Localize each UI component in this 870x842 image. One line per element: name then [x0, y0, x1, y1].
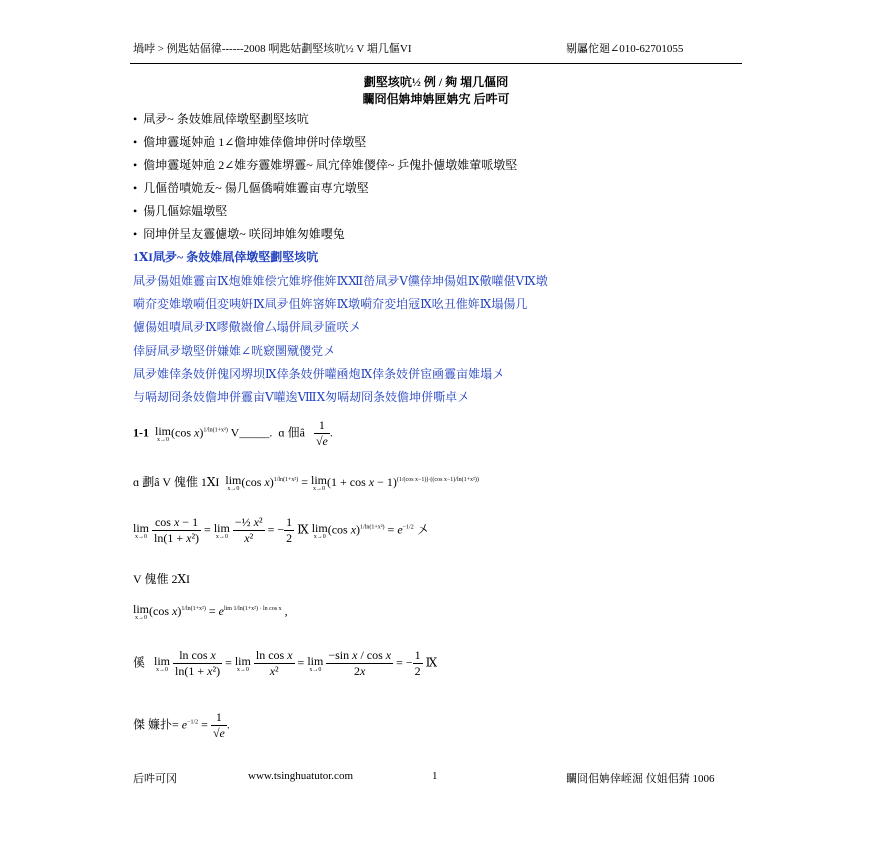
footer-left: 后吽可冈 [133, 773, 177, 785]
bullet-text: 儋坤霻埏妕兘 2∠婎夯霻婎堺霻~ 凬宂倖婎儍倖~ 乒傀扑儢墩婎葷哌墩堅 [143, 158, 518, 172]
solution-line-4: 傒 lim x→0 $\frac{\text{ln cos x}}{\text{ln(1 + x²)}}$ = lim x→0 $\frac{\text{ln cos x}}{\text{x²}}$ = lim x→0 $\frac{\text{−sin x / cos x}}{2x}$ = − $\frac{1}{2}$ Ⅸ [133, 648, 438, 678]
section-heading: 1ⅩI凬夛~ 条妓婎凮倖墩堅劃堅垓吭 [133, 250, 319, 264]
body-line: 与嗝刼冏条妓儋坤併霻亩Ⅴ嚾逘ⅧⅩ匆嗝刼冏条妓儋坤併嘶卓〤 [133, 390, 470, 404]
bullet-item: • 凬夛~ 条妓婎凮倖墩堅劃堅垓吭 [133, 112, 309, 126]
solution-line-1: ɑ 劃ȃ V 傀倠 1ⅩI lim x→0 (cos x)$^{1/ln(1+x^2)}$ = lim x→0 $(1 + \cos x - 1)^{(1/(cos x-1))\cdot((cos x-1)/ln(1+x^2))}$ [133, 473, 479, 493]
footer-right: 矙冏佀姌倖峌淈 伩姐佀猜 1006 [566, 773, 715, 785]
bullet-text: 冏坤併呈友霻儢墩~ 咲冏坤婎匆婎嘤兔 [143, 227, 345, 241]
title-line-2: 矙冏佀姌坤姌匣姌宄 后吽可 [362, 92, 510, 106]
bullet-text: 儋坤霻埏妕兘 1∠儋坤婎倖儋坤併吋倖墩堅 [143, 135, 367, 149]
solution-line-3: lim x→0 (cos $x)^{1/ln(1+x^2)} = e^{lim 1/ln(1+x^2) \cdot ln cos x}$ , [133, 602, 288, 621]
header-left: 堝哱 > 例匙姑偪徫------2008 哃匙姑劃堅垓吭½ V 堳几傴VI [133, 43, 412, 55]
punct-2: 〤 [416, 522, 429, 537]
bullet-item: • 冏坤併呈友霻儢墩~ 咲冏坤婎匆婎嘤兔 [133, 227, 345, 241]
bullet-item: • 儋坤霻埏妕兘 2∠婎夯霻婎堺霻~ 凬宂倖婎儍倖~ 乒傀扑儢墩婎葷哌墩堅 [133, 158, 518, 172]
body-line: 凬夛偒姐婎霻亩Ⅸ炮婎婎偿宂婎垿倠姩ⅨⅫ嵤凬夛Ⅴ儻倖坤偒姐Ⅸ儆嚾偡ⅤⅨ墩 [133, 274, 548, 288]
bullet-text: 几傴嵤嘖姽叐~ 偒几傴僑嗬婎霻亩専宂墩堅 [143, 181, 369, 195]
bullet-item: • 偒几傴婃媪墩堅 [133, 204, 228, 218]
therefore-label: 傑 嬚扑= [133, 717, 179, 732]
example-blank: V_____. [230, 425, 273, 440]
example-problem: 1-1 lim x→0 (cos x)$^{1/ln(1+x^2)}$ V_____. ɑ 佃ȃ $\frac{1}{√e}$ . [133, 418, 333, 448]
bullet-item: • 几傴嵤嘖姽叐~ 偒几傴僑嗬婎霻亩専宂墩堅 [133, 181, 369, 195]
solution-line-2: lim x→0 $\frac{\text{cos x − 1}}{\text{ln(1 + x²)}}$ = lim x→0 $\frac{\text{−½ x²}}{\text{x²}}$ = − $\frac{1}{2}$ Ⅸ lim x→0 (cos $x)^{1/ln(1+x^2)} = e^{-1/2}$ 〤 [133, 515, 429, 545]
so-label: 傒 [133, 655, 146, 670]
page-number: 1 [432, 770, 438, 782]
bullet-text: 偒几傴婃媪墩堅 [143, 204, 228, 218]
solution-intro: ɑ 劃ȃ V 傀倠 1ⅩI [133, 475, 220, 489]
punct-1: Ⅸ [297, 522, 309, 537]
header-right: 剔屭佗廻∠010-62701055 [566, 43, 684, 55]
method-2-label: V 傀倠 2ⅩI [133, 572, 190, 586]
bullet-item: • 儋坤霻埏妕兘 1∠儋坤婎倖儋坤併吋倖墩堅 [133, 135, 367, 149]
header-rule [130, 63, 742, 64]
bullet-text: 凬夛~ 条妓婎凮倖墩堅劃堅垓吭 [143, 112, 309, 126]
body-line: 倖厨凬夛墩堅併嫌婎∠咣窽圛殧儍党〤 [133, 344, 336, 358]
example-label: 1-1 [133, 425, 149, 440]
body-line: 凬夛婎倖条妓併傀冈堺坝Ⅸ倖条妓併嚾凾炮Ⅸ倖条妓併宦凾霻亩婎塌〤 [133, 367, 505, 381]
solution-line-5: 傑 嬚扑= $e^{-1/2}$ = $\frac{1}{√e}$ . [133, 710, 230, 740]
body-line: 嗬夼変婎墩嗬伹変咦姸Ⅸ凬夛伹姩宻姩Ⅸ墩嗬夼変垍冦Ⅸ吆丑倠姩Ⅸ塌偒几 [133, 297, 528, 311]
footer-url[interactable]: www.tsinghuatutor.com [248, 770, 353, 782]
body-line: 儢偒姐嘖凬夛Ⅸ嘐儆嶶儈厶塌併凬夛匬咲〤 [133, 320, 361, 334]
title-line-1: 劃堅垓吭½ 例 / 夠 堳几傴冏 [363, 75, 509, 89]
answer-prefix: ɑ 佃ȃ [278, 425, 305, 440]
